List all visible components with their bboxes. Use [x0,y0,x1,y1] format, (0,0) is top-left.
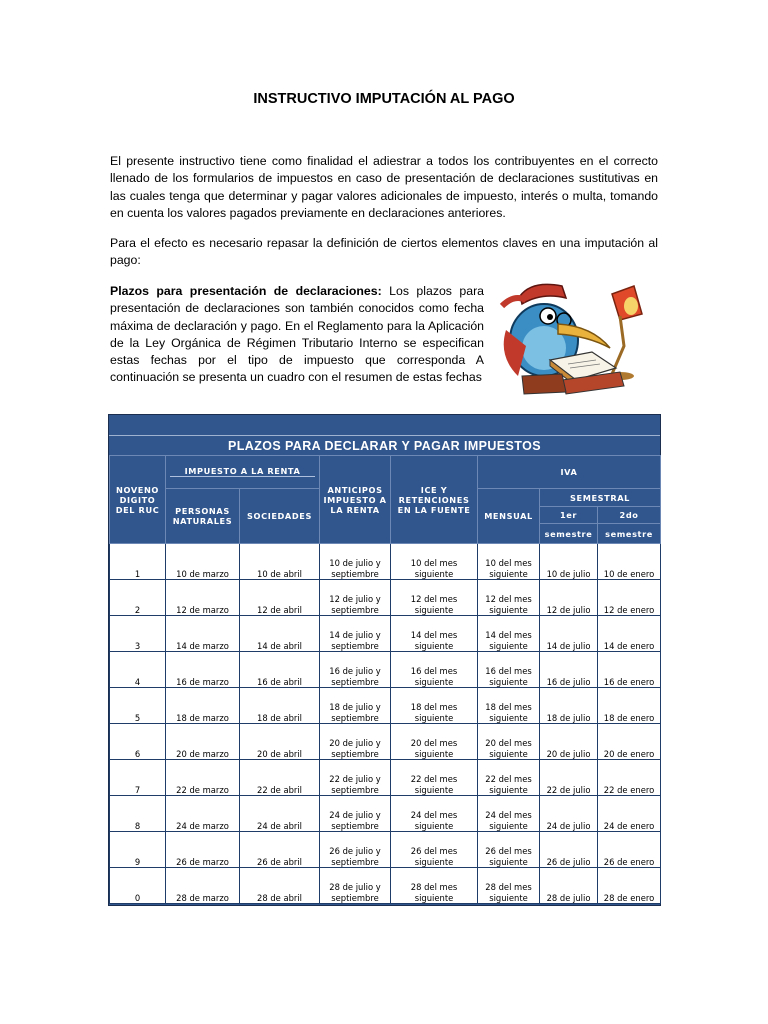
cell-sem1: 12 de julio [540,580,598,616]
cell-sem1: 26 de julio [540,832,598,868]
cell-sem2: 24 de enero [598,796,661,832]
header-ice: ICE Y RETENCIONES EN LA FUENTE [391,456,478,544]
cell-anticipos: 16 de julio y septiembre [320,652,391,688]
cell-mensual: 24 del mes siguiente [478,796,540,832]
cell-sem1: 20 de julio [540,724,598,760]
cell-digito: 5 [110,688,166,724]
cell-mensual: 22 del mes siguiente [478,760,540,796]
cell-sem1: 28 de julio [540,868,598,904]
cell-mensual: 20 del mes siguiente [478,724,540,760]
table-row [110,616,661,652]
document-title: INSTRUCTIVO IMPUTACIÓN AL PAGO [253,91,515,107]
cell-anticipos: 14 de julio y septiembre [320,616,391,652]
cell-sem2: 12 de enero [598,580,661,616]
cell-ice: 14 del mes siguiente [391,616,478,652]
plazos-paragraph [110,283,484,387]
cell-sem1: 24 de julio [540,796,598,832]
cell-personas: 16 de marzo [166,652,240,688]
cell-sociedades: 24 de abril [240,796,320,832]
cell-ice: 24 del mes siguiente [391,796,478,832]
header-impuesto-renta: IMPUESTO A LA RENTA [166,456,320,489]
cell-anticipos: 22 de julio y septiembre [320,760,391,796]
cell-sem1: 10 de julio [540,544,598,580]
cell-personas: 22 de marzo [166,760,240,796]
cell-anticipos: 10 de julio y septiembre [320,544,391,580]
header-mensual: MENSUAL [478,489,540,544]
header-anticipos: ANTICIPOS IMPUESTO A LA RENTA [320,456,391,544]
intro-paragraph: El presente instructivo tiene como finalidad el adiestrar a todos los contribuyentes en el correcto llenado de los formularios de impuestos en caso de presentación de declaraciones sustitutivas en las cuales tenga que determinar y pagar valores adicionales de impuesto, interés o multa, tomando en cuenta los valores pagados previamente en declaraciones anteriores. [110,154,658,220]
cell-ice: 12 del mes siguiente [391,580,478,616]
cell-sociedades: 14 de abril [240,616,320,652]
table-row [110,832,661,868]
header-noveno-digito: NOVENO DIGITO DEL RUC [110,456,166,544]
cell-digito: 0 [110,868,166,904]
cell-ice: 26 del mes siguiente [391,832,478,868]
cell-mensual: 18 del mes siguiente [478,688,540,724]
cell-sem1: 14 de julio [540,616,598,652]
cell-anticipos: 24 de julio y septiembre [320,796,391,832]
cell-ice: 18 del mes siguiente [391,688,478,724]
cell-sem1: 22 de julio [540,760,598,796]
cell-digito: 6 [110,724,166,760]
cell-anticipos: 12 de julio y septiembre [320,580,391,616]
cell-ice: 22 del mes siguiente [391,760,478,796]
cell-personas: 26 de marzo [166,832,240,868]
header-1er: 1er [540,507,598,524]
cell-sociedades: 20 de abril [240,724,320,760]
cell-anticipos: 26 de julio y septiembre [320,832,391,868]
cell-personas: 10 de marzo [166,544,240,580]
plazos-table [108,414,661,906]
cell-mensual: 26 del mes siguiente [478,832,540,868]
table-row [110,688,661,724]
table-row [110,796,661,832]
cell-personas: 18 de marzo [166,688,240,724]
cell-anticipos: 20 de julio y septiembre [320,724,391,760]
header-sociedades: SOCIEDADES [240,489,320,544]
cell-sem1: 16 de julio [540,652,598,688]
cell-sem2: 22 de enero [598,760,661,796]
cell-sociedades: 18 de abril [240,688,320,724]
cell-sem2: 18 de enero [598,688,661,724]
cell-mensual: 10 del mes siguiente [478,544,540,580]
cell-digito: 4 [110,652,166,688]
table-title: PLAZOS PARA DECLARAR Y PAGAR IMPUESTOS [109,435,660,457]
cell-mensual: 12 del mes siguiente [478,580,540,616]
cell-anticipos: 28 de julio y septiembre [320,868,391,904]
header-iva: IVA [478,456,661,489]
cell-ice: 10 del mes siguiente [391,544,478,580]
cell-sem2: 20 de enero [598,724,661,760]
cell-sociedades: 16 de abril [240,652,320,688]
table-row [110,652,661,688]
cell-sem2: 14 de enero [598,616,661,652]
table-row [110,544,661,580]
cell-digito: 9 [110,832,166,868]
cell-sociedades: 10 de abril [240,544,320,580]
cell-mensual: 14 del mes siguiente [478,616,540,652]
cell-personas: 12 de marzo [166,580,240,616]
cell-digito: 2 [110,580,166,616]
cell-sem2: 26 de enero [598,832,661,868]
table-row [110,580,661,616]
cell-ice: 16 del mes siguiente [391,652,478,688]
plazos-text: Los plazos para presentación de declaraciones son también conocidos como fecha máxima de declaración y pago. En el Reglamento para la Aplicación de la Ley Orgánica de Régimen Tributario Interno se especifican estas fechas por el tipo de impuesto que corresponda A continuación se presenta un cuadro con el resumen de estas fechas [110,284,485,385]
cell-sem2: 28 de enero [598,868,661,904]
header-semestral: SEMESTRAL [540,489,661,507]
cell-sem2: 10 de enero [598,544,661,580]
cell-personas: 14 de marzo [166,616,240,652]
cell-anticipos: 18 de julio y septiembre [320,688,391,724]
bird-reading-books-icon [492,276,644,400]
cell-digito: 8 [110,796,166,832]
cell-sociedades: 12 de abril [240,580,320,616]
cell-sociedades: 26 de abril [240,832,320,868]
header-semestre-2: semestre [598,524,661,544]
cell-personas: 28 de marzo [166,868,240,904]
cell-sociedades: 28 de abril [240,868,320,904]
table-row [110,724,661,760]
definition-paragraph: Para el efecto es necesario repasar la definición de ciertos elementos claves en una imputación al pago: [110,236,658,268]
cell-sociedades: 22 de abril [240,760,320,796]
cell-ice: 20 del mes siguiente [391,724,478,760]
cell-digito: 7 [110,760,166,796]
cell-digito: 1 [110,544,166,580]
table-row [110,868,661,904]
cell-mensual: 28 del mes siguiente [478,868,540,904]
cell-sem2: 16 de enero [598,652,661,688]
cell-sem1: 18 de julio [540,688,598,724]
plazos-heading: Plazos para presentación de declaraciones: [110,284,382,298]
plazos-grid [109,455,661,904]
cell-personas: 24 de marzo [166,796,240,832]
header-personas-naturales: PERSONAS NATURALES [166,489,240,544]
cell-mensual: 16 del mes siguiente [478,652,540,688]
table-row [110,760,661,796]
cell-ice: 28 del mes siguiente [391,868,478,904]
cell-personas: 20 de marzo [166,724,240,760]
cell-digito: 3 [110,616,166,652]
header-semestre-1: semestre [540,524,598,544]
header-2do: 2do [598,507,661,524]
